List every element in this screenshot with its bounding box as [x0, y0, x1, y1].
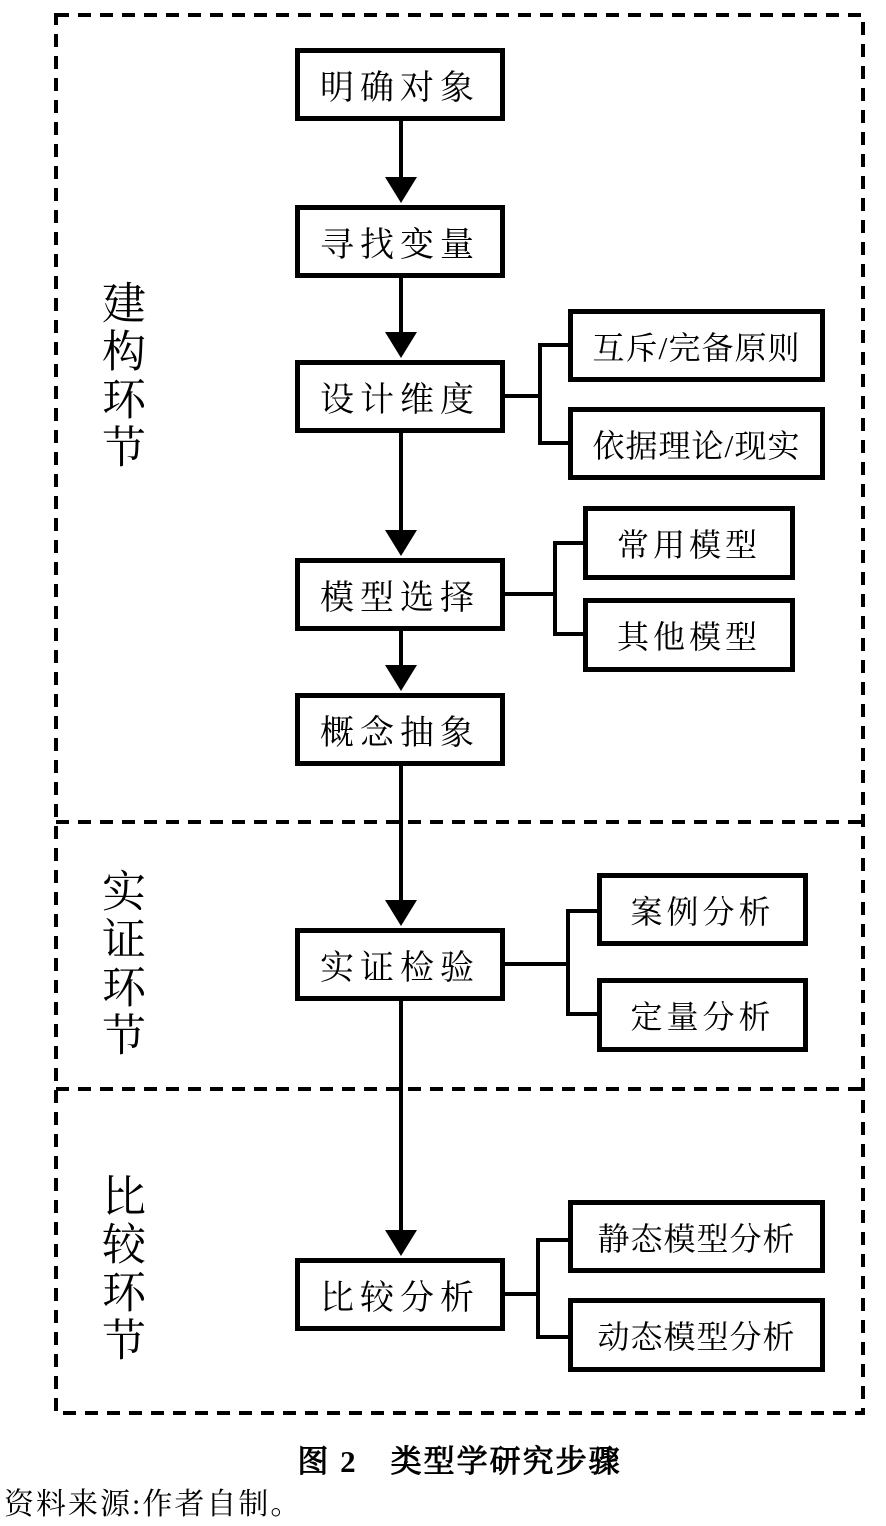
node-define-object: 明确对象 [295, 48, 505, 121]
branch-theory-reality-basis: 依据理论/现实 [568, 407, 825, 480]
node-empirical-test: 实证检验 [295, 928, 505, 1001]
node-comparative-analysis: 比较分析 [295, 1258, 505, 1331]
branch-dynamic-model-analysis: 动态模型分析 [568, 1298, 825, 1372]
branch-case-analysis: 案例分析 [597, 873, 808, 946]
figure-caption: 图 2 类型学研究步骤 [297, 1444, 622, 1479]
branch-quantitative-analysis: 定量分析 [597, 978, 808, 1052]
flow-arrows [385, 121, 417, 1256]
phase-label-comparison: 比较环节 [95, 1173, 144, 1365]
branch-connectors [505, 343, 597, 1339]
node-design-dimensions: 设计维度 [295, 360, 505, 433]
phase-label-empirical: 实证环节 [95, 868, 144, 1060]
branch-mutual-exclusion-principle: 互斥/完备原则 [568, 309, 825, 382]
branch-other-models: 其他模型 [583, 598, 795, 672]
branch-common-models: 常用模型 [583, 506, 795, 580]
node-concept-abstraction: 概念抽象 [295, 693, 505, 766]
branch-static-model-analysis: 静态模型分析 [568, 1200, 825, 1273]
node-find-variables: 寻找变量 [295, 205, 505, 278]
source-note: 资料来源:作者自制。 [4, 1488, 303, 1521]
node-model-selection: 模型选择 [295, 558, 505, 631]
phase-label-construction: 建构环节 [95, 280, 144, 472]
